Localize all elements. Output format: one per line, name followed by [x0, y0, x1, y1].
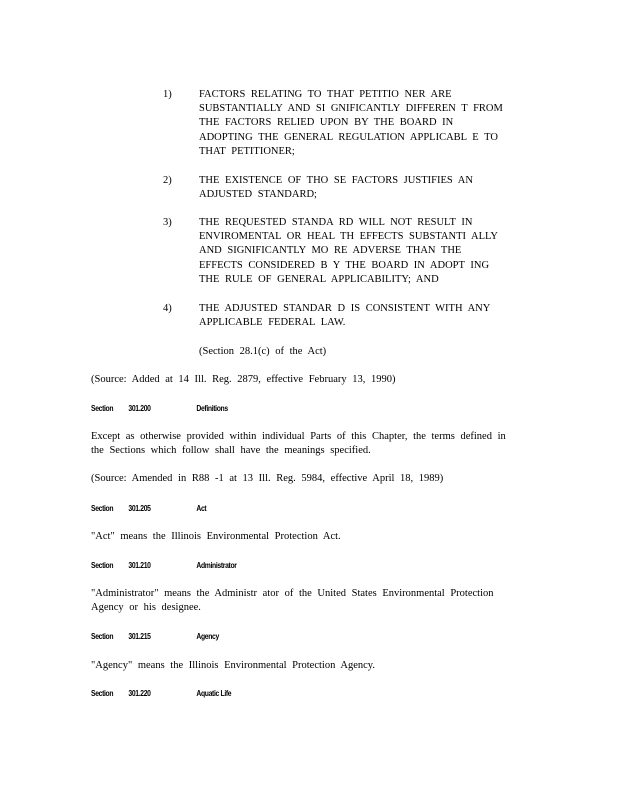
condition-text: FACTORS RELATING TO THAT PETITIO NER ARE SUBSTANTIALLY AND SI GNIFICANTLY DIFFEREN T FROM THE FACTORS RELIED UPON BY THE BOARD IN ADOPTING THE GENERAL REGULATION APPLICABL E TO THAT PETITIONER;	[199, 89, 503, 157]
condition-number: 3)	[163, 217, 172, 228]
section-title: Administrator	[196, 561, 237, 570]
section-title: Agency	[196, 632, 219, 641]
section-label: Section	[91, 504, 114, 513]
section-number: 301.210	[128, 561, 151, 570]
source-note: (Source: Added at 14 Ill. Reg. 2879, effective February 13, 1990)	[91, 374, 396, 385]
section-label: Section	[91, 632, 114, 641]
condition-item-2	[163, 174, 533, 202]
condition-text: THE ADJUSTED STANDAR D IS CONSISTENT WITH ANY APPLICABLE FEDERAL LAW.	[199, 303, 491, 329]
section-body: Except as otherwise provided within individual Parts of this Chapter, the terms defined in the Sections which follow shall have the meanings specified.	[91, 431, 506, 457]
section-number: 301.205	[128, 504, 151, 513]
section-title: Definitions	[196, 404, 228, 413]
section-label: Section	[91, 689, 114, 698]
condition-item-1	[163, 88, 533, 159]
section-heading-301-200	[91, 404, 228, 413]
section-body: "Act" means the Illinois Environmental Protection Act.	[91, 531, 341, 542]
condition-text: THE EXISTENCE OF THO SE FACTORS JUSTIFIES AN ADJUSTED STANDARD;	[199, 175, 473, 201]
condition-number: 1)	[163, 89, 172, 100]
source-note: (Source: Amended in R88 -1 at 13 Ill. Reg. 5984, effective April 18, 1989)	[91, 473, 444, 484]
section-label: Section	[91, 404, 114, 413]
section-number: 301.215	[128, 632, 151, 641]
condition-number: 2)	[163, 175, 172, 186]
condition-item-4	[163, 302, 533, 330]
section-heading-301-205	[91, 504, 206, 513]
section-citation: (Section 28.1(c) of the Act)	[199, 346, 327, 357]
section-body: "Agency" means the Illinois Environmental Protection Agency.	[91, 660, 375, 671]
section-label: Section	[91, 561, 114, 570]
section-body: "Administrator" means the Administr ator of the United States Environmental Protection Agency or his designee.	[91, 588, 494, 614]
section-number: 301.200	[128, 404, 151, 413]
condition-item-3	[163, 216, 533, 287]
section-heading-301-215	[91, 632, 219, 641]
section-heading-301-210	[91, 561, 237, 570]
section-title: Act	[196, 504, 207, 513]
section-number: 301.220	[128, 689, 151, 698]
section-title: Aquatic Life	[196, 689, 232, 698]
condition-text: THE REQUESTED STANDA RD WILL NOT RESULT IN ENVIROMENTAL OR HEAL TH EFFECTS SUBSTANTI ALLY AND SIGNIFICANTLY MO RE ADVERSE THAN THE EFFECTS CONSIDERED B Y THE BOARD IN ADOPT ING THE RULE OF GENERAL APPLICABILITY; AND	[199, 217, 498, 285]
section-heading-301-220	[91, 689, 231, 698]
condition-number: 4)	[163, 303, 172, 314]
